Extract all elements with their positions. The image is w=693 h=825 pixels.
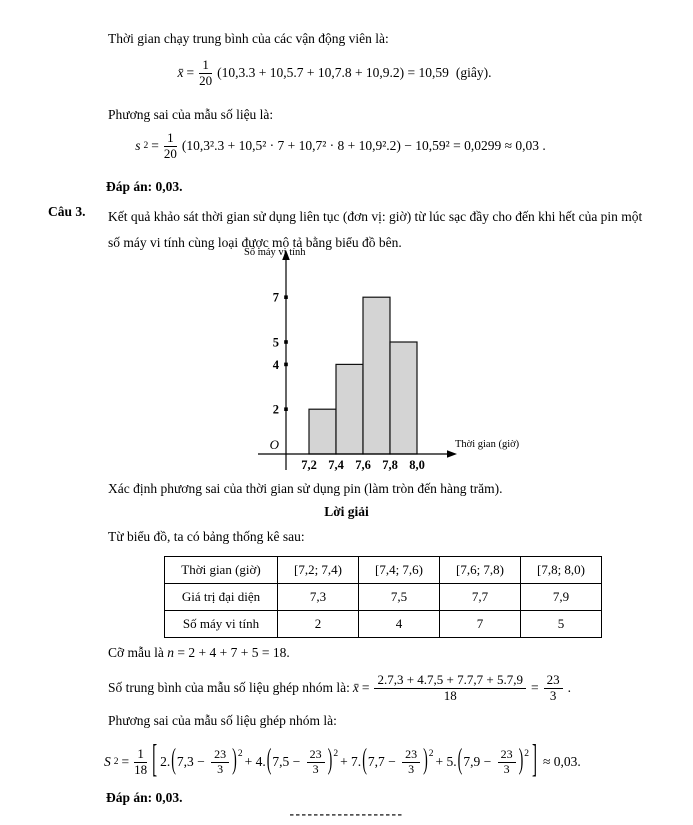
histogram-svg	[228, 244, 548, 481]
sample-size-text: Cỡ mẫu là	[108, 645, 168, 660]
sample-size-line	[108, 645, 290, 661]
data-cell: [7,4; 7,6)	[359, 557, 440, 584]
formula-mean-runners	[0, 58, 681, 89]
equals-sign: =	[121, 754, 130, 769]
data-cell: 7,9	[521, 584, 602, 611]
fraction-denominator: 20	[163, 145, 177, 161]
x-tick-label: 8,0	[409, 458, 425, 472]
data-cell: 7	[440, 611, 521, 638]
mean-grouped-intro: Số trung bình của mẫu số liệu ghép nhóm là:	[108, 680, 350, 695]
footer-divider: -------------------	[289, 806, 404, 821]
answer-line-1: Đáp án: 0,03.	[106, 179, 183, 194]
mean-symbol: x̄	[352, 680, 359, 695]
origin-label: O	[269, 437, 279, 452]
table-row	[165, 557, 602, 584]
variance-symbol: s	[135, 138, 141, 154]
fraction-denominator: 18	[443, 687, 457, 703]
histogram-bar	[363, 297, 390, 454]
y-tick-mark	[284, 340, 288, 344]
row-header-cell: Thời gian (giờ)	[165, 557, 278, 584]
exponent: 2	[428, 748, 434, 759]
fraction	[544, 673, 563, 704]
x-tick-label: 7,2	[301, 458, 317, 472]
table-row	[165, 611, 602, 638]
x-axis-label: Thời gian (giờ)	[455, 439, 520, 450]
formula-variance-grouped	[104, 737, 581, 787]
formula-variance-runners	[0, 131, 687, 162]
exponent: 2	[143, 141, 149, 152]
data-cell: 7,7	[440, 584, 521, 611]
question-number: Câu 3.	[48, 204, 86, 219]
formula-unit: (giây).	[455, 65, 492, 81]
y-tick-mark	[284, 295, 288, 299]
fraction	[374, 673, 526, 704]
equals-sign: =	[530, 680, 539, 695]
x-tick-label: 7,8	[382, 458, 398, 472]
variance-term: 2. ( 7,3 − $\frac{23}{3}$ ) $^2$	[160, 748, 242, 777]
fraction	[134, 747, 147, 778]
histogram-bar	[336, 364, 363, 454]
fraction: $\frac{23}{3}$	[402, 748, 420, 777]
paragraph-variance: Phương sai của mẫu số liệu là:	[108, 107, 274, 122]
data-cell: 2	[278, 611, 359, 638]
equals-sign: =	[151, 138, 159, 154]
data-cell: [7,6; 7,8)	[440, 557, 521, 584]
paragraph-variance-grouped: Phương sai của mẫu số liệu ghép nhóm là:	[108, 713, 337, 728]
solution-heading: Lời giải	[324, 504, 369, 519]
table-intro: Từ biểu đồ, ta có bảng thống kê sau:	[108, 529, 305, 544]
variance-term: + 4. ( 7,5 − $\frac{23}{3}$ ) $^2$	[245, 748, 338, 777]
x-axis-arrow	[447, 450, 457, 458]
fraction-numerator: 1	[164, 131, 177, 147]
data-cell: [7,2; 7,4)	[278, 557, 359, 584]
bracket-open: [	[152, 739, 158, 782]
table-row	[165, 584, 602, 611]
histogram-bar	[390, 342, 417, 454]
stats-table	[164, 556, 602, 638]
formula-result: ≈ 0,03.	[543, 754, 581, 769]
stats-table-body	[165, 557, 602, 638]
paren-open: (	[171, 745, 176, 777]
histogram-bar	[309, 409, 336, 454]
fraction: $\frac{23}{3}$	[211, 748, 229, 777]
paren-open: (	[362, 745, 367, 777]
fraction-denominator: 18	[134, 761, 148, 777]
formula-mean-grouped	[108, 666, 571, 710]
fraction: $\frac{23}{3}$	[498, 748, 516, 777]
y-tick-mark	[284, 407, 288, 411]
variance-symbol: S	[104, 754, 111, 769]
exponent: 2	[524, 748, 529, 759]
data-cell: 4	[359, 611, 440, 638]
exponent: 2	[113, 757, 119, 767]
paren-close: )	[518, 745, 524, 777]
variance-term: + 5. ( 7,9 − $\frac{23}{3}$ ) $^2$	[436, 748, 529, 777]
exponent: 2	[237, 748, 243, 759]
data-cell: [7,8; 8,0)	[521, 557, 602, 584]
period: .	[567, 680, 571, 695]
exponent: 2	[333, 748, 339, 759]
y-tick-label: 7	[272, 290, 279, 305]
paren-close: )	[423, 745, 428, 777]
fraction	[164, 131, 177, 162]
fraction-denominator: 3	[549, 687, 557, 703]
row-header-cell: Giá trị đại diện	[165, 584, 278, 611]
fraction-numerator: 1	[199, 58, 212, 74]
row-header-cell: Số máy vi tính	[165, 611, 278, 638]
paren-open: (	[266, 745, 272, 777]
question-text: Kết quả khảo sát thời gian sử dụng liên tục (đơn vị: giờ) từ lúc sạc đầy cho đến khi hết của pin một số máy vi tính cùng loại được mô tả bằng biểu đồ bên.	[108, 209, 643, 250]
variance-term: + 7. ( 7,7 − $\frac{23}{3}$ ) $^2$	[340, 748, 433, 777]
paren-close: )	[232, 745, 237, 777]
fraction: $\frac{23}{3}$	[307, 748, 325, 777]
data-cell: 5	[521, 611, 602, 638]
formula-body: (10,3.3 + 10,5.7 + 10,7.8 + 10,9.2) = 10,59	[217, 65, 449, 81]
bracket-close: ]	[532, 739, 537, 782]
data-cell: 7,3	[278, 584, 359, 611]
formula-body: (10,3².3 + 10,5² · 7 + 10,7² · 8 + 10,9².2) − 10,59² = 0,0299 ≈ 0,03 .	[181, 138, 546, 154]
fraction	[199, 58, 212, 89]
x-tick-label: 7,6	[355, 458, 371, 472]
fraction-numerator: 1	[134, 747, 147, 763]
y-axis-label: Số máy vi tính	[244, 247, 306, 258]
fraction-numerator: 23	[544, 673, 563, 689]
variance-terms	[160, 745, 529, 777]
paragraph-average-time: Thời gian chạy trung bình của các vận động viên là:	[108, 31, 389, 46]
paren-close: )	[327, 745, 333, 777]
task-statement: Xác định phương sai của thời gian sử dụng pin (làm tròn đến hàng trăm).	[108, 481, 503, 496]
equals-sign: =	[186, 65, 195, 81]
equals-sign: =	[361, 680, 370, 695]
y-tick-mark	[284, 363, 288, 367]
x-tick-label: 7,4	[328, 458, 344, 472]
mean-symbol: x̄	[177, 65, 184, 81]
answer-line-2: Đáp án: 0,03.	[106, 790, 183, 805]
n-symbol: n	[167, 645, 175, 660]
fraction-denominator: 20	[199, 72, 213, 88]
histogram-chart	[228, 244, 548, 481]
y-tick-label: 2	[272, 402, 279, 417]
sample-size-math: = 2 + 4 + 7 + 5 = 18.	[174, 645, 290, 660]
y-tick-label: 5	[272, 335, 279, 350]
data-cell: 7,5	[359, 584, 440, 611]
fraction-numerator: 2.7,3 + 4.7,5 + 7.7,7 + 5.7,9	[374, 673, 526, 689]
paren-open: (	[457, 745, 463, 777]
y-tick-label: 4	[272, 357, 279, 372]
